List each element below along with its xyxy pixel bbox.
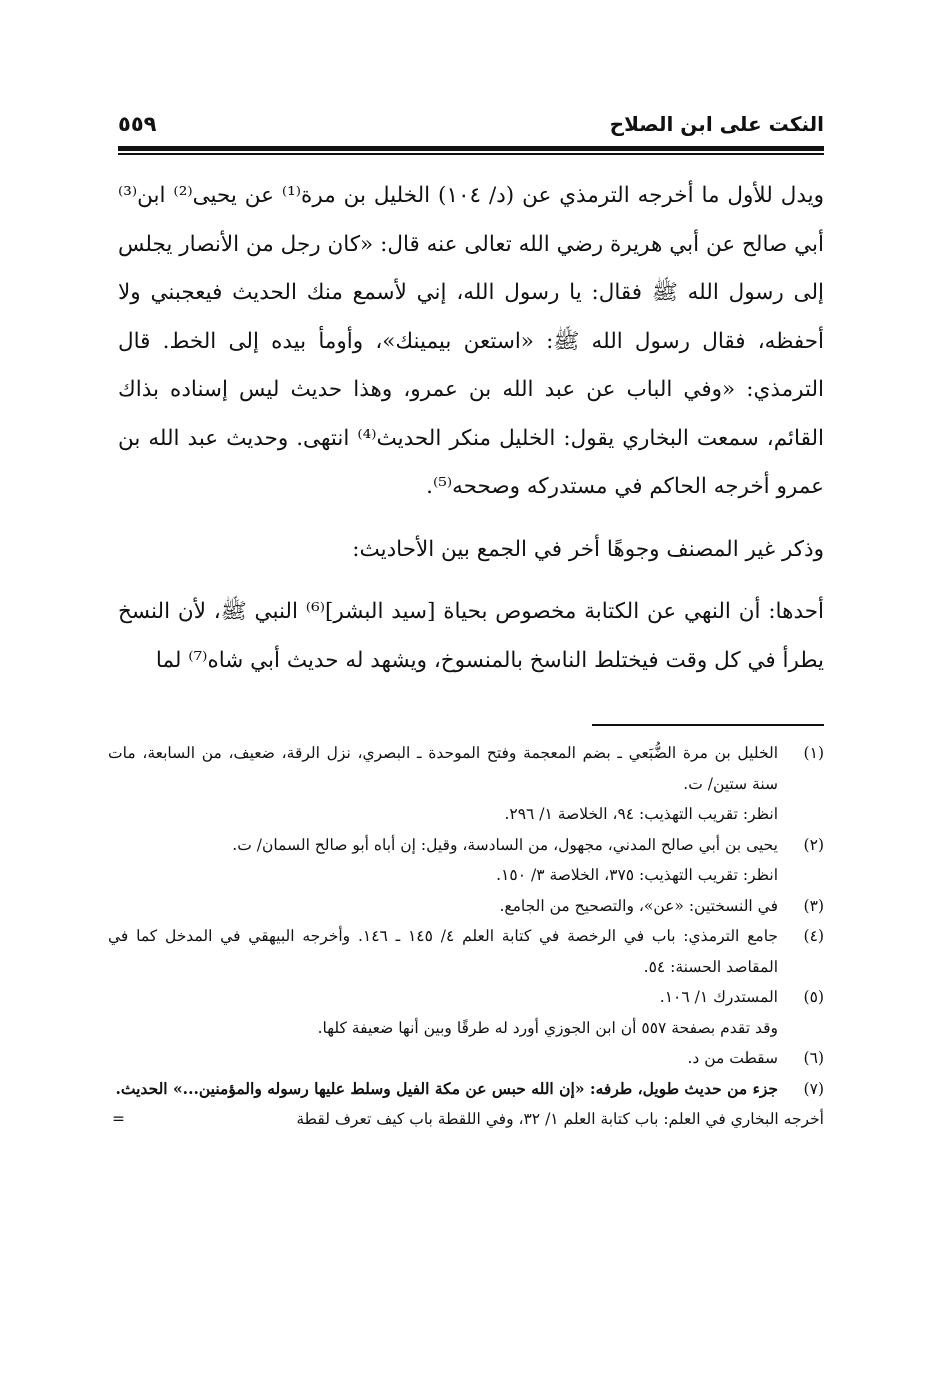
footnote-2 xyxy=(108,830,824,891)
footnote-4 xyxy=(108,921,824,982)
footnote-number: (١) xyxy=(803,744,824,762)
paragraph: وذكر غير المصنف وجوهًا أخر في الجمع بين الأحاديث: xyxy=(352,536,824,562)
footnote-1 xyxy=(108,738,824,830)
footnote-text: جامع الترمذي: باب في الرخصة في كتابة العلم ٤/ ١٤٥ ـ ١٤٦. وأخرجه البيهقي في المدخل كما في المقاصد الحسنة: ٥٤. xyxy=(108,927,778,976)
footnote-number: (٦) xyxy=(803,1049,824,1067)
footnote-7 xyxy=(108,1074,824,1105)
header-rule-thin xyxy=(118,153,824,155)
footnote-separator xyxy=(592,724,824,726)
footnote-number: (٤) xyxy=(803,927,824,945)
footnote-3 xyxy=(108,891,824,922)
paragraph: ويدل للأول ما أخرجه الترمذي عن (د/ ١٠٤) الخليل بن مرة⁽¹⁾ عن يحيى⁽²⁾ ابن⁽³⁾ أبي صالح عن أبي هريرة رضي الله تعالى عنه قال: «كان رجل من الأنصار يجلس إلى رسول الله ﷺ فقال: يا رسول الله، إني لأسمع منك الحديث فيعجبني ولا أحفظه، فقال رسول الله ﷺ: «استعن بيمينك»، وأومأ بيده إلى الخط. قال الترمذي: «وفي الباب عن عبد الله بن عمرو، وهذا حديث ليس إسناده بذاك القائم، سمعت البخاري يقول: الخليل منكر الحديث⁽⁴⁾ انتهى. وحديث عبد الله بن عمرو أخرجه الحاكم في مستدركه وصححه⁽⁵⁾. xyxy=(118,183,824,499)
footnote-number: (٣) xyxy=(803,896,824,915)
footnote-number: (٢) xyxy=(803,835,824,854)
running-header xyxy=(118,112,824,146)
footnote-5 xyxy=(108,982,824,1043)
footnote-text: جزء من حديث طويل، طرفه: «إن الله حبس عن مكة الفيل وسلط عليها رسوله والمؤمنين...» الحديث. xyxy=(115,1078,778,1098)
footnote-6 xyxy=(108,1043,824,1074)
footnote-text: المستدرك ١/ ١٠٦. xyxy=(659,988,778,1006)
footnote-reference: أخرجه البخاري في العلم: باب كتابة العلم ١/ ٣٢، وفي اللقطة باب كيف تعرف لقطة xyxy=(296,1110,824,1128)
footnote-7-continuation xyxy=(108,1104,824,1135)
main-text xyxy=(118,172,824,685)
footnote-text: يحيى بن أبي صالح المدني، مجهول، من السادسة، وقيل: إن أباه أبو صالح السمان/ ت. xyxy=(232,835,778,854)
footnote-reference: انظر: تقريب التهذيب: ٩٤، الخلاصة ١/ ٢٩٦. xyxy=(504,805,778,823)
footnote-number: (٧) xyxy=(803,1079,824,1098)
footnote-text: في النسختين: «عن»، والتصحيح من الجامع. xyxy=(499,896,778,915)
paragraph: أحدها: أن النهي عن الكتابة مخصوص بحياة [سيد البشر]⁽⁶⁾ النبي ﷺ، لأن النسخ يطرأ في كل وقت فيختلط الناسخ بالمنسوخ، ويشهد له حديث أبي شاه⁽⁷⁾ لما xyxy=(118,599,824,673)
page-number: ٥٥٩ xyxy=(118,112,157,136)
footnote-reference: وقد تقدم بصفحة ٥٥٧ أن ابن الجوزي أورد له طرقًا وبين أنها ضعيفة كلها. xyxy=(317,1018,778,1037)
footnote-reference: انظر: تقريب التهذيب: ٣٧٥، الخلاصة ٣/ ١٥٠. xyxy=(496,866,778,884)
footnotes xyxy=(108,738,824,1135)
header-rule-thick xyxy=(118,146,824,151)
footnote-text: الخليل بن مرة الضُّبَعي ـ بضم المعجمة وفتح الموحدة ـ البصري، نزل الرقة، ضعيف، من السابعة، مات سنة ستين/ ت. xyxy=(108,744,778,793)
continuation-mark: = xyxy=(112,1110,125,1128)
running-title: النكت على ابن الصلاح xyxy=(609,112,824,136)
footnote-text: سقطت من د. xyxy=(687,1049,778,1067)
footnote-number: (٥) xyxy=(803,988,824,1006)
